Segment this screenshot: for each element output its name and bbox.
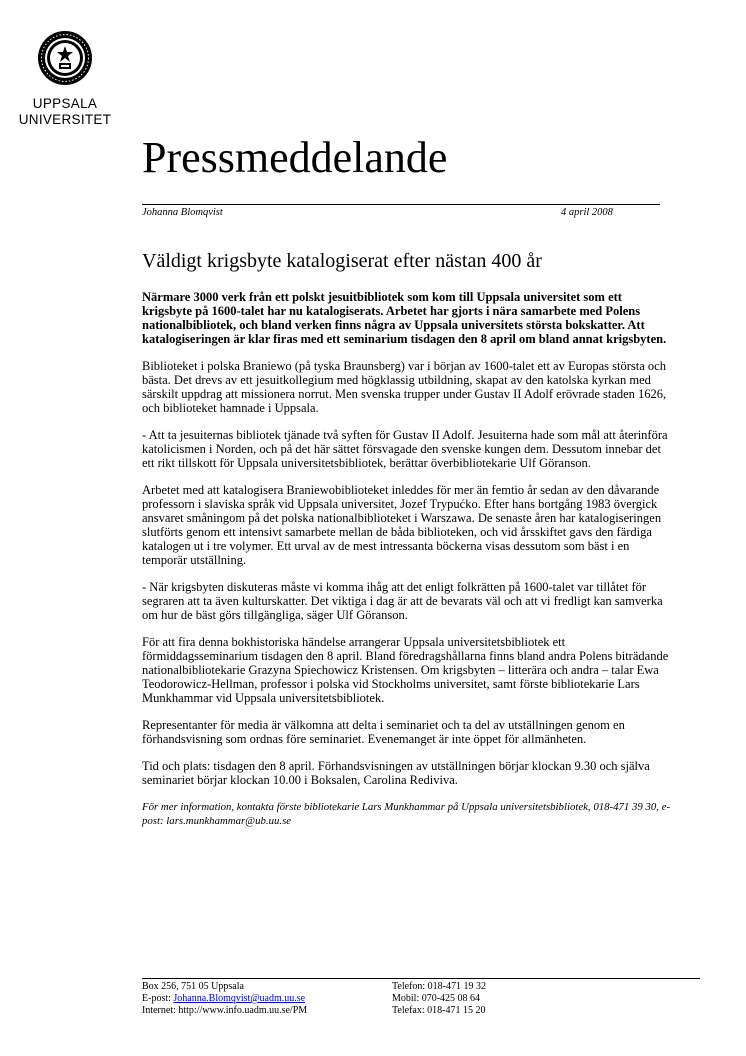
- logo-line-1: UPPSALA: [32, 96, 98, 111]
- university-logo: [0, 30, 130, 128]
- body-paragraph: Biblioteket i polska Braniewo (på tyska Braunsberg) var i början av 1600-talet ett av Europas största och bästa. Det drevs av ett jesuitkollegium med högklassig utbildning, skapat av den katolska kyrkan med särskilt uppdrag att missionera norrut. Men svenska trupper under Gustav II Adolf erövrade staden 1626, och biblioteket hamnade i Uppsala.: [142, 359, 667, 415]
- footer-address: Box 256, 751 05 Uppsala: [142, 981, 244, 992]
- footer-mobile: Mobil: 070-425 08 64: [392, 993, 481, 1004]
- body-paragraph: Representanter för media är välkomna att delta i seminariet och ta del av utställningen genom en förhandsvisning som ordnas före seminariet. Evenemanget är inte öppet för allmänheten.: [142, 718, 625, 746]
- body-paragraph: För att fira denna bokhistoriska händelse arrangerar Uppsala universitetsbibliotek ett förmiddagsseminarium tisdagen den 8 april. Bland föredragshållarna finns bland andra Polens biträdande nationalbibliotekarie Grazyna Spiechowicz Kristensen. Om krigsbyten – litterära och andra – talar Ewa Teodorowicz-Hellman, professor i polska vid Stockholms universitet, samt förste bibliotekarie Lars Munkhammar vid Uppsala universitetsbibliotek.: [142, 635, 669, 705]
- body-paragraph: Tid och plats: tisdagen den 8 april. Förhandsvisningen av utställningen börjar klockan 9.30 och själva seminariet börjar klockan 10.00 i Boksalen, Carolina Rediviva.: [142, 759, 650, 787]
- press-body: [142, 290, 672, 841]
- publication-date: 4 april 2008: [561, 207, 613, 218]
- footer-contact-block: [392, 981, 486, 1017]
- footer-email-line: [142, 993, 307, 1005]
- contact-info: För mer information, kontakta förste bibliotekarie Lars Munkhammar på Uppsala universitetsbibliotek, 018-471 39 30, e-post: lars.munkhammar@ub.uu.se: [142, 801, 671, 827]
- footer-email-link[interactable]: Johanna.Blomqvist@uadm.uu.se: [173, 993, 306, 1004]
- footer-divider: [142, 978, 700, 979]
- body-paragraph: - Att ta jesuiternas bibliotek tjänade två syften för Gustav II Adolf. Jesuiterna hade som mål att återinföra katolicismen i Norden, och på det här sättet försvagade den svenske kungen dem. Dessutom innebar det ett rikt tillskott för Uppsala universitetsbibliotek, berättar överbibliotekarie Ulf Göranson.: [142, 428, 668, 470]
- university-seal-icon: [37, 30, 93, 86]
- author-name: Johanna Blomqvist: [142, 207, 223, 218]
- body-paragraph: - När krigsbyten diskuteras måste vi komma ihåg att det enligt folkrätten på 1600-talet var tillåtet för segraren att ta även kulturskatter. Det viktiga i dag är att de bevarats väl och att vi fredligt kan samverka om hur de bäst görs tillgängliga, säger Ulf Göranson.: [142, 580, 663, 622]
- header-divider: [142, 204, 660, 205]
- footer-address-block: [142, 981, 307, 1017]
- press-headline: Väldigt krigsbyte katalogiserat efter nästan 400 år: [142, 250, 542, 272]
- body-paragraph: Arbetet med att katalogisera Braniewobiblioteket inleddes för mer än femtio år sedan av den dåvarande professorn i slaviska språk vid Uppsala universitet, Jozef Trypućko. Efter hans bortgång 1983 övergick ansvaret småningom på det polska nationalbiblioteket i Warszawa. De senaste åren har katalogiseringen slutförts genom ett intensivt samarbete mellan de båda biblioteken, och vid årsskiftet gavs den färdiga katalogen ut i tre volymer. Ett urval av de mest intressanta böckerna visas dessutom som bäst i en temporär utställning.: [142, 483, 662, 567]
- footer-fax: Telefax: 018-471 15 20: [392, 1005, 486, 1016]
- footer-internet: Internet: http://www.info.uadm.uu.se/PM: [142, 1005, 308, 1016]
- footer-phone: Telefon: 018-471 19 32: [392, 981, 487, 992]
- footer-email-label: E-post:: [142, 993, 171, 1004]
- lead-paragraph: Närmare 3000 verk från ett polskt jesuitbibliotek som kom till Uppsala universitet som ett krigsbyte på 1600-talet har nu katalogiserats. Arbetet har gjorts i nära samarbete med Polens nationalbibliotek, och bland verken finns några av Uppsala universitets största bokskatter. Att katalogiseringen är klar firas med ett seminarium tisdagen den 8 april om bland annat krigsbyten.: [142, 290, 667, 346]
- page-title: Pressmeddelande: [142, 133, 448, 182]
- logo-line-2: UNIVERSITET: [18, 112, 112, 127]
